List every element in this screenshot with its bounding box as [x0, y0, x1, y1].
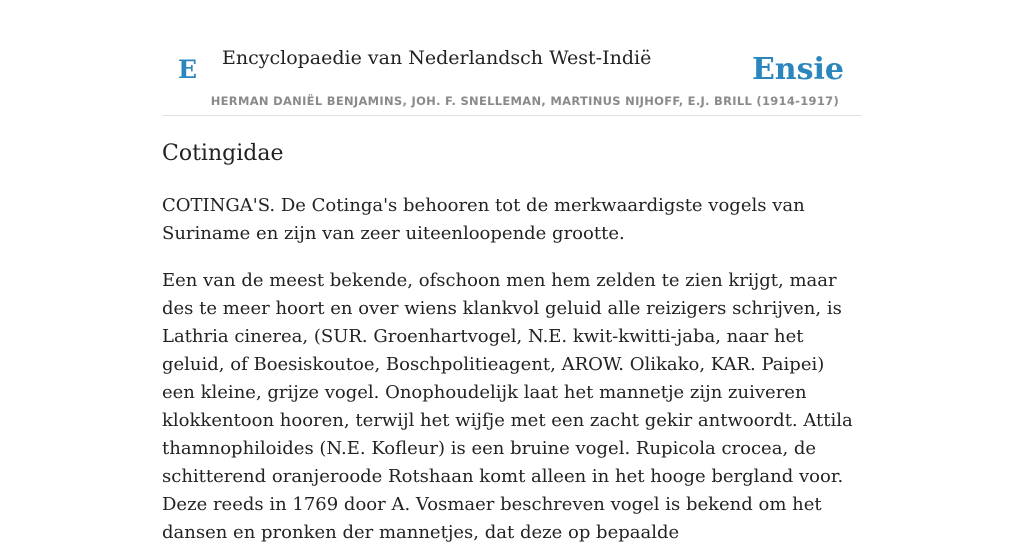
- entry-paragraph-1: COTINGA'S. De Cotinga's behooren tot de merkwaardigste vogels van Suriname en zijn van zeer uiteenloopende grootte.: [162, 195, 805, 244]
- encyclopedia-title[interactable]: Encyclopaedie van Nederlandsch West-Indië: [222, 47, 652, 69]
- ensie-brand-logo[interactable]: Ensie: [751, 52, 844, 87]
- entry-paragraph-2: Een van de meest bekende, ofschoon men hem zelden te zien krijgt, maar des te meer hoort en over wiens klankvol geluid alle reizigers schrijven, is Lathria cinerea, (SUR. Groenhartvogel, N.E. kwit-kwitti-jaba, naar het geluid, of Boesiskoutoe, Boschpolitieagent, AROW. Olikako, KAR. Paipei) een kleine, grijze vogel. Onophoudelijk laat het mannetje zijn zuiveren klokkentoon hooren, terwijl het wijfje met een zacht gekir antwoordt. Attila thamnophiloides (N.E. Kofleur) is een bruine vogel. Rupicola crocea, de schitterend oranjeroode Rotshaan komt alleen in het hooge bergland voor. Deze reeds in 1769 door A. Vosmaer beschreven vogel is bekend om het dansen en pronken der mannetjes, dat deze op bepaalde: [162, 270, 853, 543]
- entry-title: Cotingidae: [162, 141, 284, 166]
- encyclopedia-logo-icon[interactable]: E: [178, 55, 198, 84]
- site-header: [162, 0, 862, 116]
- encyclopedia-authors: HERMAN DANIËL BENJAMINS, JOH. F. SNELLEMAN, MARTINUS NIJHOFF, E.J. BRILL (1914-1917): [210, 94, 839, 108]
